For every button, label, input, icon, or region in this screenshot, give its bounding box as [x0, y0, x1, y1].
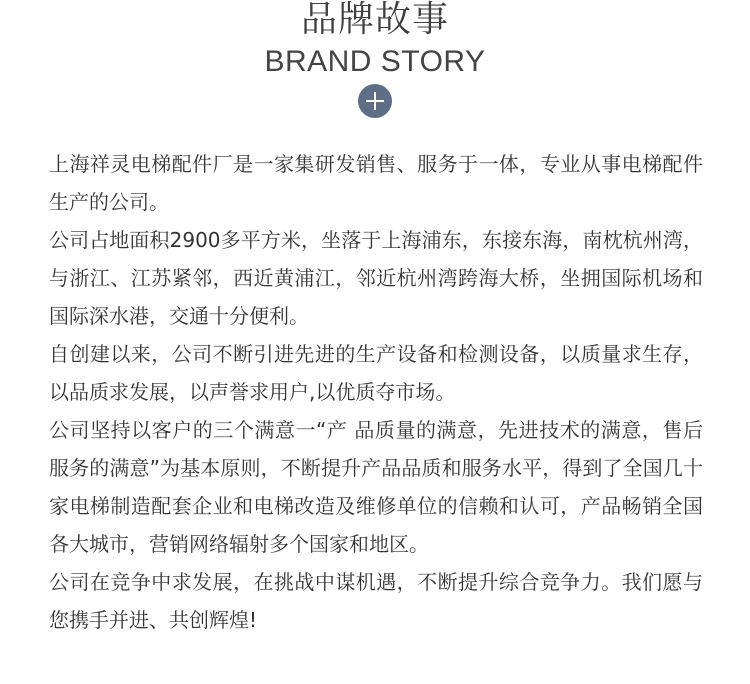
story-body [49, 145, 703, 639]
story-paragraph-development: 自创建以来，公司不断引进先进的生产设备和检测设备，以质量求生存，以品质求发展，以声誉求用户,以优质夺市场。 [49, 342, 703, 404]
page-title: 品牌故事 [300, 0, 449, 40]
story-paragraph-intro: 上海祥灵电梯配件厂是一家集研发销售、服务于一体，专业从事电梯配件生产的公司。 [49, 152, 703, 214]
story-paragraph-closing: 公司在竞争中求发展，在挑战中谋机遇，不断提升综合竞争力。我们愿与您携手并进、共创辉煌! [49, 570, 703, 632]
plus-icon [358, 84, 392, 118]
story-paragraph-location: 公司占地面积2900多平方米，坐落于上海浦东，东接东海，南枕杭州湾，与浙江、江苏紧邻，西近黄浦江，邻近杭州湾跨海大桥，坐拥国际机场和国际深水港，交通十分便利。 [49, 228, 703, 328]
story-paragraph-principles: 公司坚持以客户的三个满意一“产 品质量的满意，先进技术的满意，售后服务的满意”为基本原则，不断提升产品品质和服务水平，得到了全国几十家电梯制造配套企业和电梯改造及维修单位的信赖和认可，产品畅销全国各大城市，营销网络辐射多个国家和地区。 [49, 418, 703, 556]
page-subtitle: BRAND STORY [264, 45, 486, 78]
